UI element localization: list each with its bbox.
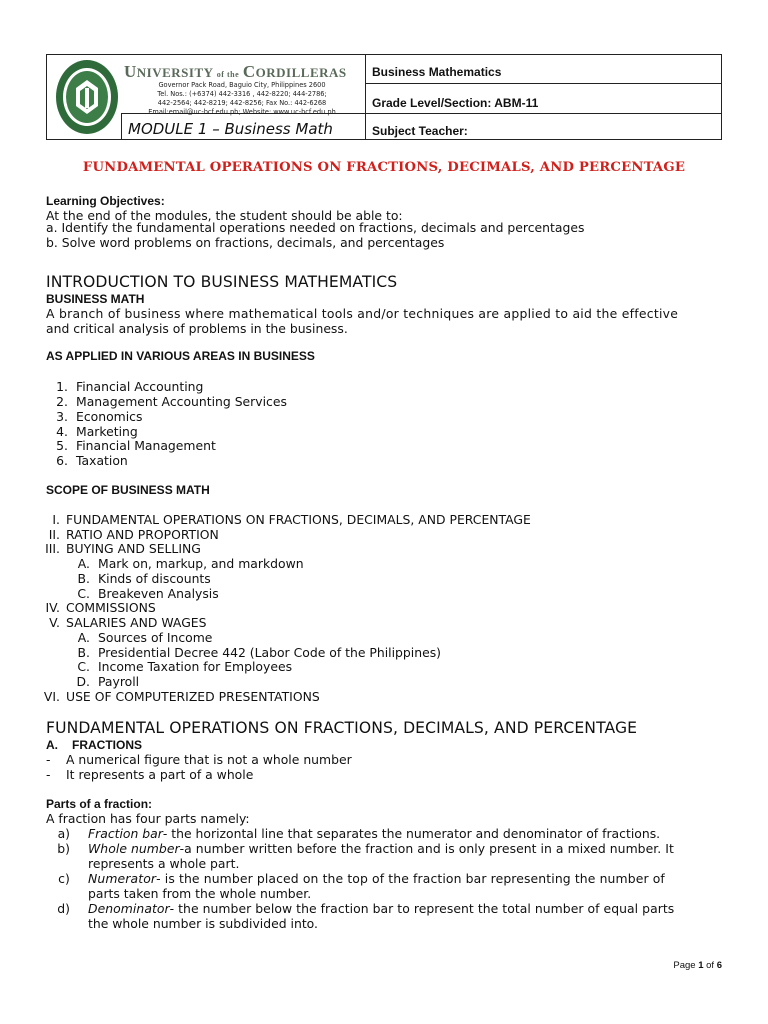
subject-teacher-label: Subject Teacher: (372, 124, 468, 138)
business-math-subheading: BUSINESS MATH (46, 292, 145, 306)
list-item: IV. COMMISSIONS (45, 600, 156, 615)
grade-level-label: Grade Level/Section: ABM-11 (372, 96, 539, 110)
objectives-heading: Learning Objectives: (46, 194, 165, 208)
scope-heading: SCOPE OF BUSINESS MATH (46, 483, 210, 497)
list-item: 6. Taxation (56, 453, 128, 468)
list-item: 2. Management Accounting Services (56, 394, 287, 409)
list-item: d) Denominator- the number below the fraction bar to represent the total number of equal parts (57, 901, 675, 916)
list-item: D. Payroll (76, 674, 140, 689)
list-item: - It represents a part of a whole (46, 767, 254, 782)
list-item-continuation: represents a whole part. (88, 856, 240, 871)
university-seal-icon (54, 58, 120, 136)
section-heading: FUNDAMENTAL OPERATIONS ON FRACTIONS, DECIMALS, AND PERCENTAGE (46, 719, 638, 737)
list-item-continuation: parts taken from the whole number. (88, 886, 312, 901)
objective-item: a. Identify the fundamental operations needed on fractions, decimals and percentages (46, 220, 585, 235)
fractions-subheading: A. FRACTIONS (46, 738, 142, 752)
areas-heading: AS APPLIED IN VARIOUS AREAS IN BUSINESS (46, 349, 315, 363)
parts-intro: A fraction has four parts namely: (46, 811, 250, 826)
university-address: Governor Pack Road, Baguio City, Philippines 2600 Tel. Nos.: (+6374) 442-3316 , 442-8220; 444-2786; 442-2564; 442-8219; 442-8256; Fax No.: 442-6268 Email:email@uc-bcf.edu.ph; Website: www.uc-bcf.edu.ph (148, 81, 336, 116)
objective-item: b. Solve word problems on fractions, decimals, and percentages (46, 235, 445, 250)
definition-line: and critical analysis of problems in the business. (46, 321, 348, 336)
definition-line: A branch of business where mathematical tools and/or techniques are applied to aid the effective (46, 306, 679, 321)
header-divider (365, 55, 366, 139)
list-item: C. Income Taxation for Employees (77, 659, 293, 674)
parts-heading: Parts of a fraction: (46, 797, 153, 811)
header-row-line (365, 83, 721, 84)
list-item: b) Whole number-a number written before the fraction and is only present in a mixed number. It (57, 841, 674, 856)
list-item: A. Sources of Income (77, 630, 213, 645)
header-module-divider (121, 113, 122, 139)
section-heading: INTRODUCTION TO BUSINESS MATHEMATICS (46, 273, 398, 291)
list-item-continuation: the whole number is subdivided into. (88, 916, 318, 931)
page-number: Page 1 of 6 (673, 960, 722, 971)
list-item: 3. Economics (56, 409, 143, 424)
list-item: - A numerical figure that is not a whole number (46, 752, 352, 767)
list-item: II. RATIO AND PROPORTION (48, 527, 219, 542)
list-item: V. SALARIES AND WAGES (49, 615, 207, 630)
subject-label: Business Mathematics (372, 65, 502, 79)
document-title: FUNDAMENTAL OPERATIONS ON FRACTIONS, DECIMALS, AND PERCENTAGE (82, 160, 686, 175)
module-label: MODULE 1 – Business Math (128, 120, 333, 138)
list-item: I. FUNDAMENTAL OPERATIONS ON FRACTIONS, DECIMALS, AND PERCENTAGE (52, 512, 531, 527)
list-item: 4. Marketing (56, 424, 138, 439)
university-name: UNIVERSITY of the CORDILLERAS (124, 62, 347, 81)
list-item: A. Mark on, markup, and markdown (77, 556, 304, 571)
list-item: B. Presidential Decree 442 (Labor Code of the Philippines) (77, 645, 441, 660)
list-item: VI. USE OF COMPUTERIZED PRESENTATIONS (43, 689, 320, 704)
list-item: 1. Financial Accounting (56, 379, 204, 394)
list-item: C. Breakeven Analysis (77, 586, 219, 601)
list-item: a) Fraction bar- the horizontal line that separates the numerator and denominator of fractions. (57, 826, 661, 841)
list-item: III. BUYING AND SELLING (45, 541, 201, 556)
objectives-intro: At the end of the modules, the student should be able to: (46, 208, 403, 223)
list-item: 5. Financial Management (56, 438, 216, 453)
list-item: B. Kinds of discounts (77, 571, 211, 586)
list-item: c) Numerator- is the number placed on the top of the fraction bar representing the number of (58, 871, 665, 886)
